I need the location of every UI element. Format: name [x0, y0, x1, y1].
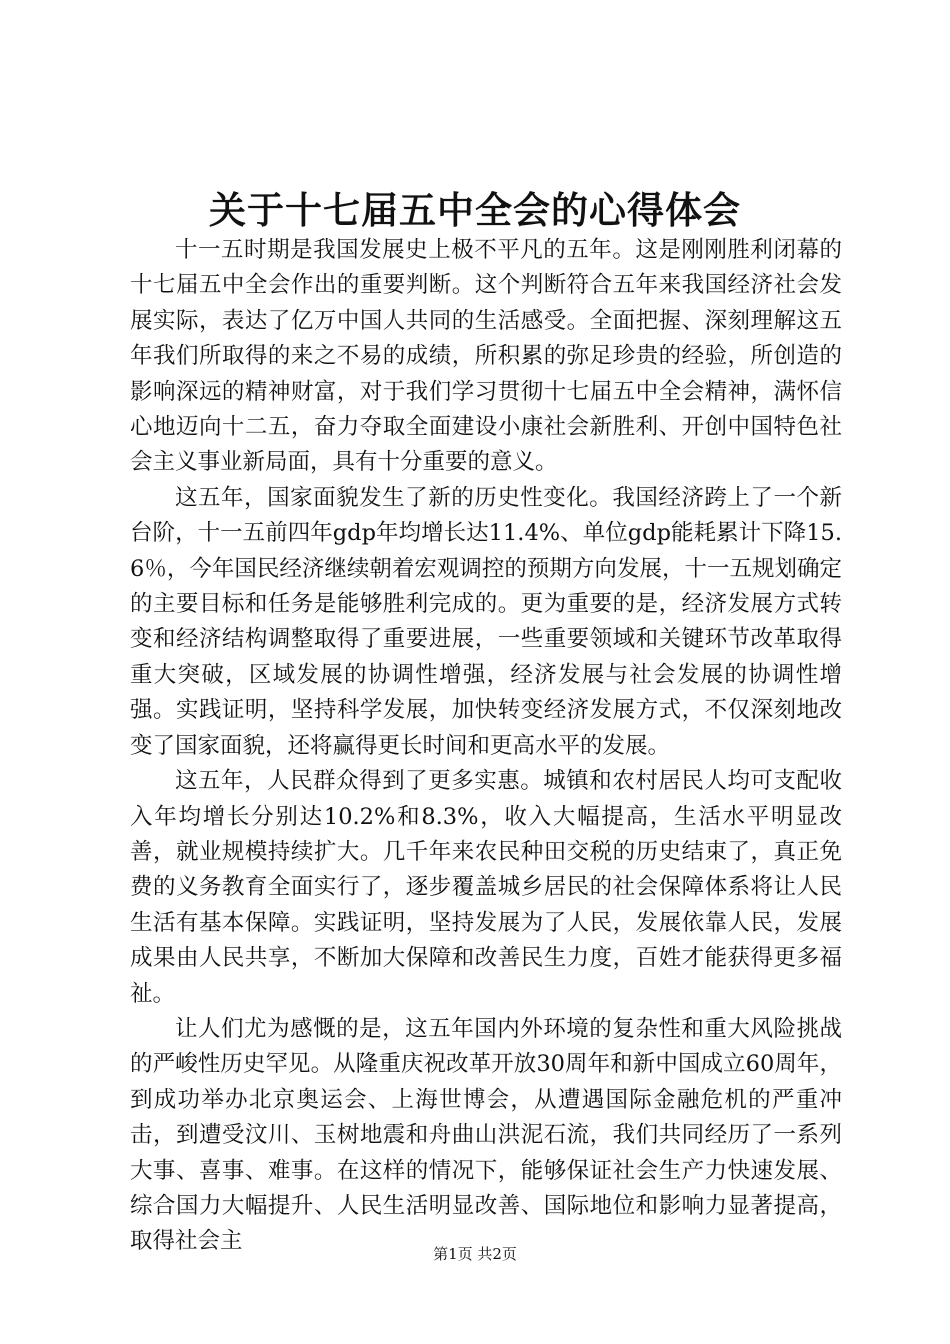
paragraph-2: 这五年，国家面貌发生了新的历史性变化。我国经济跨上了一个新台阶，十一五前四年gdp年均增长达11.4%、单位gdp能耗累计下降15.6％，今年国民经济继续朝着宏观调控的预期方向发展，十一五规划确定的主要目标和任务是能够胜利完成的。更为重要的是，经济发展方式转变和经济结构调整取得了重要进展，一些重要领域和关键环节改革取得重大突破，区域发展的协调性增强，经济发展与社会发展的协调性增强。实践证明，坚持科学发展，加快转变经济发展方式，不仅深刻地改变了国家面貌，还将赢得更长时间和更高水平的发展。 — [130, 484, 842, 759]
paragraph-4: 让人们尤为感慨的是，这五年国内外环境的复杂性和重大风险挑战的严峻性历史罕见。从隆重庆祝改革开放30周年和新中国成立60周年，到成功举办北京奥运会、上海世博会，从遭遇国际金融危机的严重冲击，到遭受汶川、玉树地震和舟曲山洪泥石流，我们共同经历了一系列大事、喜事、难事。在这样的情况下，能够保证社会生产力快速发展、综合国力大幅提升、人民生活明显改善、国际地位和影响力显著提高，取得社会主 — [130, 1015, 842, 1255]
document-title: 关于十七届五中全会的心得体会 — [209, 188, 741, 232]
paragraph-3: 这五年，人民群众得到了更多实惠。城镇和农村居民人均可支配收入年均增长分别达10.2%和8.3%，收入大幅提高，生活水平明显改善，就业规模持续扩大。几千年来农民种田交税的历史结束了，真正免费的义务教育全面实行了，逐步覆盖城乡居民的社会保障体系将让人民生活有基本保障。实践证明，坚持发展为了人民，发展依靠人民，发展成果由人民共享，不断加大保障和改善民生力度，百姓才能获得更多福祉。 — [130, 768, 842, 1007]
paragraph-1: 十一五时期是我国发展史上极不平凡的五年。这是刚刚胜利闭幕的十七届五中全会作出的重要判断。这个判断符合五年来我国经济社会发展实际，表达了亿万中国人共同的生活感受。全面把握、深刻理解这五年我们所取得的来之不易的成绩，所积累的弥足珍贵的经验，所创造的影响深远的精神财富，对于我们学习贯彻十七届五中全会精神，满怀信心地迈向十二五，奋力夺取全面建设小康社会新胜利、开创中国特色社会主义事业新局面，具有十分重要的意义。 — [130, 237, 842, 476]
document-body — [130, 233, 842, 1260]
page-footer: 第1页 共2页 — [433, 1245, 517, 1263]
